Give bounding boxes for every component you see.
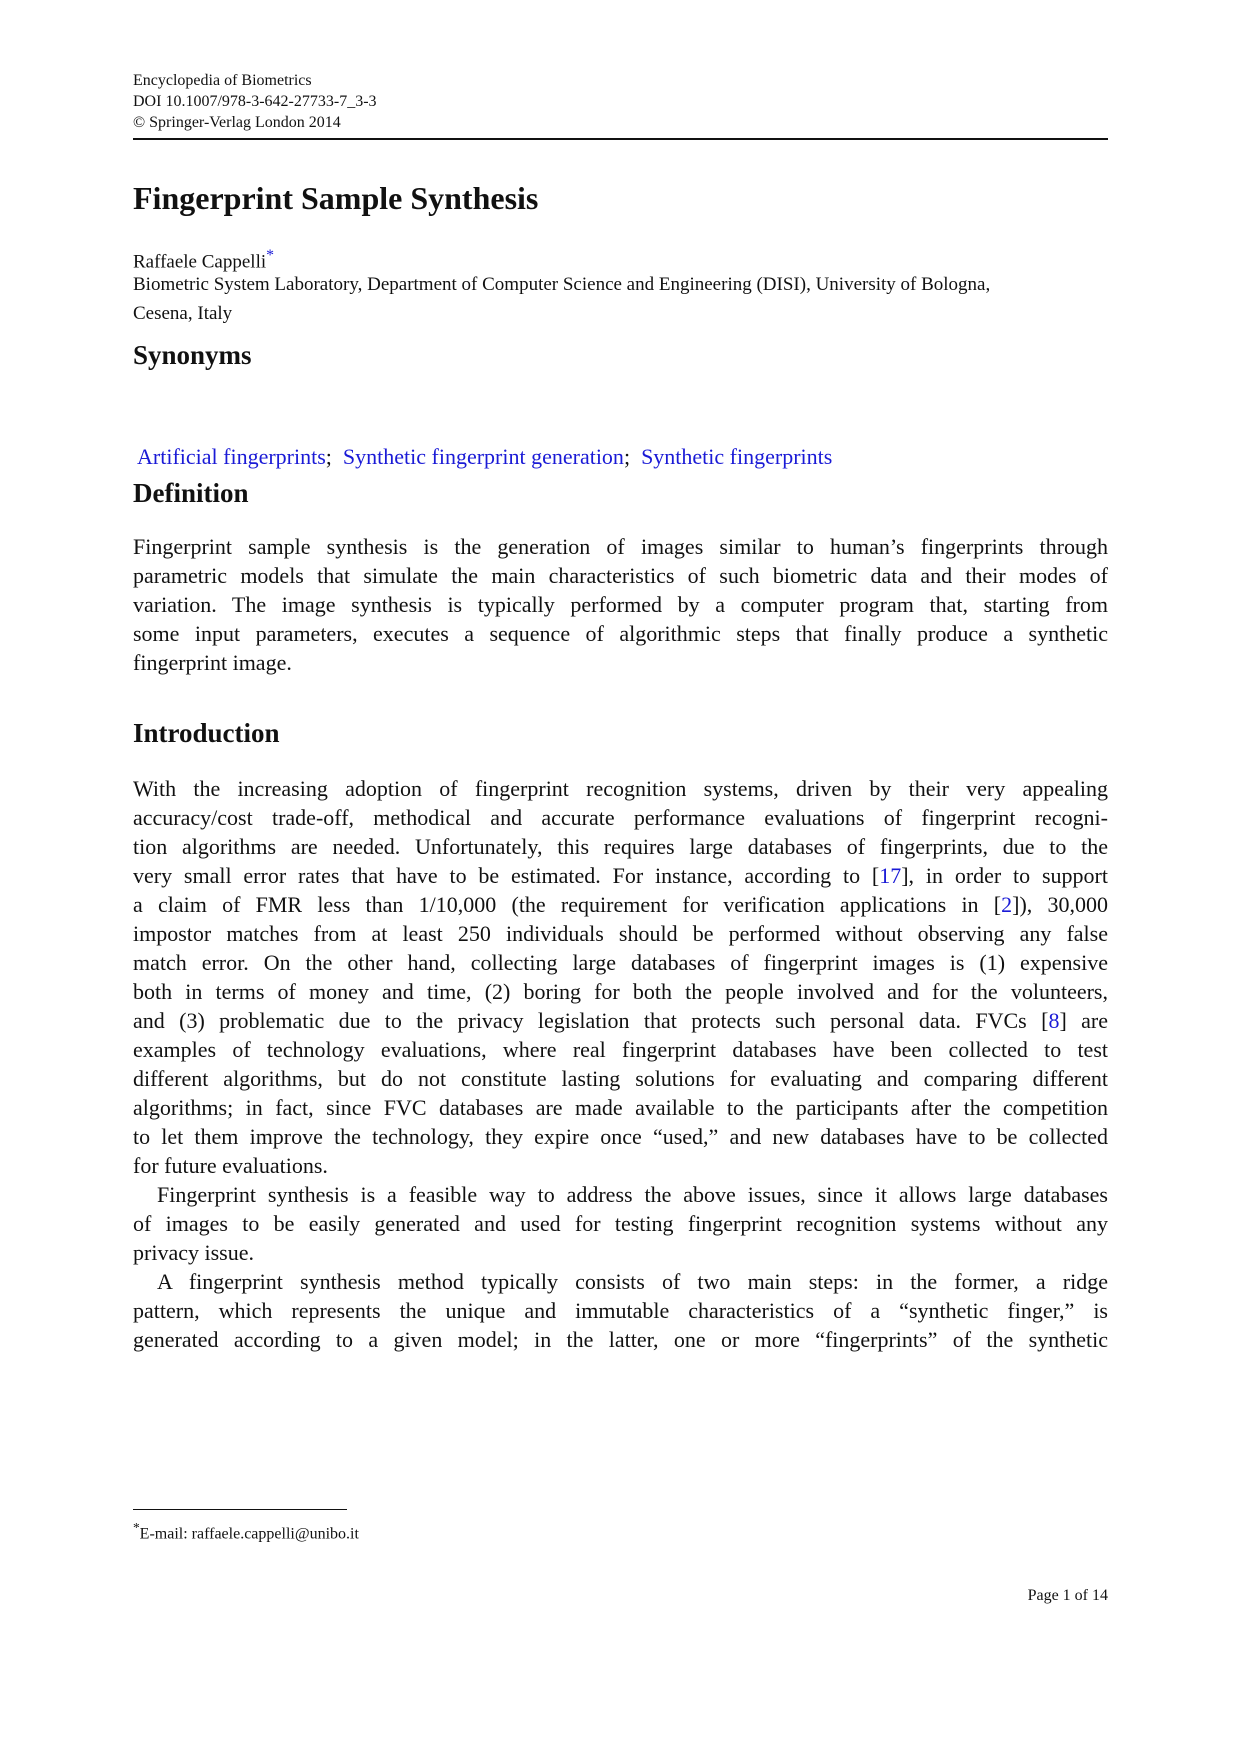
journal-name: Encyclopedia of Biometrics bbox=[133, 72, 312, 89]
intro-p3-line: pattern, which represents the unique and immutable characteristics of a “synthetic finger,” is bbox=[133, 1298, 1108, 1323]
running-header bbox=[133, 70, 1108, 133]
citation-link-8[interactable]: 8 bbox=[1048, 1008, 1060, 1033]
intro-line: With the increasing adoption of fingerprint recognition systems, driven by their very appealing bbox=[133, 776, 1108, 801]
intro-p2-line: privacy issue. bbox=[133, 1240, 254, 1265]
footnote-marker: * bbox=[133, 1520, 140, 1535]
intro-line: examples of technology evaluations, where real fingerprint databases have been collected to test bbox=[133, 1037, 1108, 1062]
footnote-text: E-mail: raffaele.cappelli@unibo.it bbox=[139, 1525, 359, 1543]
synonym-separator: ; bbox=[623, 444, 631, 469]
synonyms-heading: Synonyms bbox=[133, 340, 252, 370]
page-number: Page 1 of 14 bbox=[1027, 1587, 1108, 1604]
definition-line: fingerprint image. bbox=[133, 650, 292, 675]
footnote-divider bbox=[133, 1509, 347, 1510]
intro-line: impostor matches from at least 250 individuals should be performed without observing any false bbox=[133, 921, 1108, 946]
synonyms-list bbox=[137, 442, 832, 472]
definition-line: some input parameters, executes a sequence of algorithmic steps that finally produce a synthetic bbox=[133, 621, 1108, 646]
introduction-heading: Introduction bbox=[133, 718, 280, 748]
synonym-link-synthetic-fingerprints[interactable]: Synthetic fingerprints bbox=[641, 444, 833, 469]
definition-line: variation. The image synthesis is typically performed by a computer program that, starting from bbox=[133, 592, 1108, 617]
affiliation-line-2: Cesena, Italy bbox=[133, 303, 233, 324]
intro-line: match error. On the other hand, collecting large databases of fingerprint images is (1) expensive bbox=[133, 950, 1108, 975]
footnote bbox=[133, 1518, 359, 1544]
intro-line: different algorithms, but do not constitute lasting solutions for evaluating and comparing different bbox=[133, 1066, 1108, 1091]
synonym-separator: ; bbox=[325, 444, 332, 469]
author-footnote-marker[interactable]: * bbox=[266, 247, 275, 264]
intro-p3-line: generated according to a given model; in the latter, one or more “fingerprints” of the synthetic bbox=[133, 1327, 1108, 1352]
synonym-link-artificial-fingerprints[interactable]: Artificial fingerprints bbox=[137, 444, 326, 469]
intro-line: a claim of FMR less than 1/10,000 (the requirement for verification applications in [2]), 30,000 bbox=[133, 892, 1109, 917]
page bbox=[133, 0, 1108, 1754]
intro-p2-line: Fingerprint synthesis is a feasible way to address the above issues, since it allows large databases bbox=[157, 1182, 1108, 1207]
definition-line: Fingerprint sample synthesis is the generation of images similar to human’s fingerprints through bbox=[133, 534, 1108, 559]
citation-link-17[interactable]: 17 bbox=[879, 863, 902, 888]
intro-line: to let them improve the technology, they expire once “used,” and new databases have to be collected bbox=[133, 1124, 1108, 1149]
intro-line: accuracy/cost trade-off, methodical and accurate performance evaluations of fingerprint recogni- bbox=[133, 805, 1108, 830]
article-title: Fingerprint Sample Synthesis bbox=[133, 180, 539, 216]
intro-line: both in terms of money and time, (2) boring for both the people involved and for the volunteers, bbox=[133, 979, 1108, 1004]
affiliation-line-1: Biometric System Laboratory, Department of Computer Science and Engineering (DISI), University of Bologna, bbox=[133, 274, 991, 295]
intro-p2-line: of images to be easily generated and used for testing fingerprint recognition systems without any bbox=[133, 1211, 1108, 1236]
definition-heading: Definition bbox=[133, 478, 249, 508]
doi: DOI 10.1007/978-3-642-27733-7_3-3 bbox=[133, 93, 377, 110]
intro-line: for future evaluations. bbox=[133, 1153, 328, 1178]
intro-p3-line: A fingerprint synthesis method typically consists of two main steps: in the former, a ridge bbox=[157, 1269, 1108, 1294]
definition-line: parametric models that simulate the main characteristics of such biometric data and their modes of bbox=[133, 563, 1108, 588]
author-name: Raffaele Cappelli bbox=[133, 251, 267, 273]
intro-line: and (3) problematic due to the privacy legislation that protects such personal data. FVCs [8] are bbox=[133, 1008, 1108, 1033]
intro-line: very small error rates that have to be estimated. For instance, according to [17], in order to support bbox=[133, 863, 1108, 888]
intro-line: tion algorithms are needed. Unfortunately, this requires large databases of fingerprints, due to the bbox=[133, 834, 1108, 859]
intro-line: algorithms; in fact, since FVC databases are made available to the participants after the competition bbox=[133, 1095, 1108, 1120]
citation-link-2[interactable]: 2 bbox=[1001, 892, 1013, 917]
header-divider bbox=[133, 138, 1108, 140]
copyright: © Springer-Verlag London 2014 bbox=[133, 114, 341, 131]
synonym-link-synthetic-fingerprint-generation[interactable]: Synthetic fingerprint generation bbox=[342, 444, 624, 469]
affiliation bbox=[133, 270, 1108, 328]
